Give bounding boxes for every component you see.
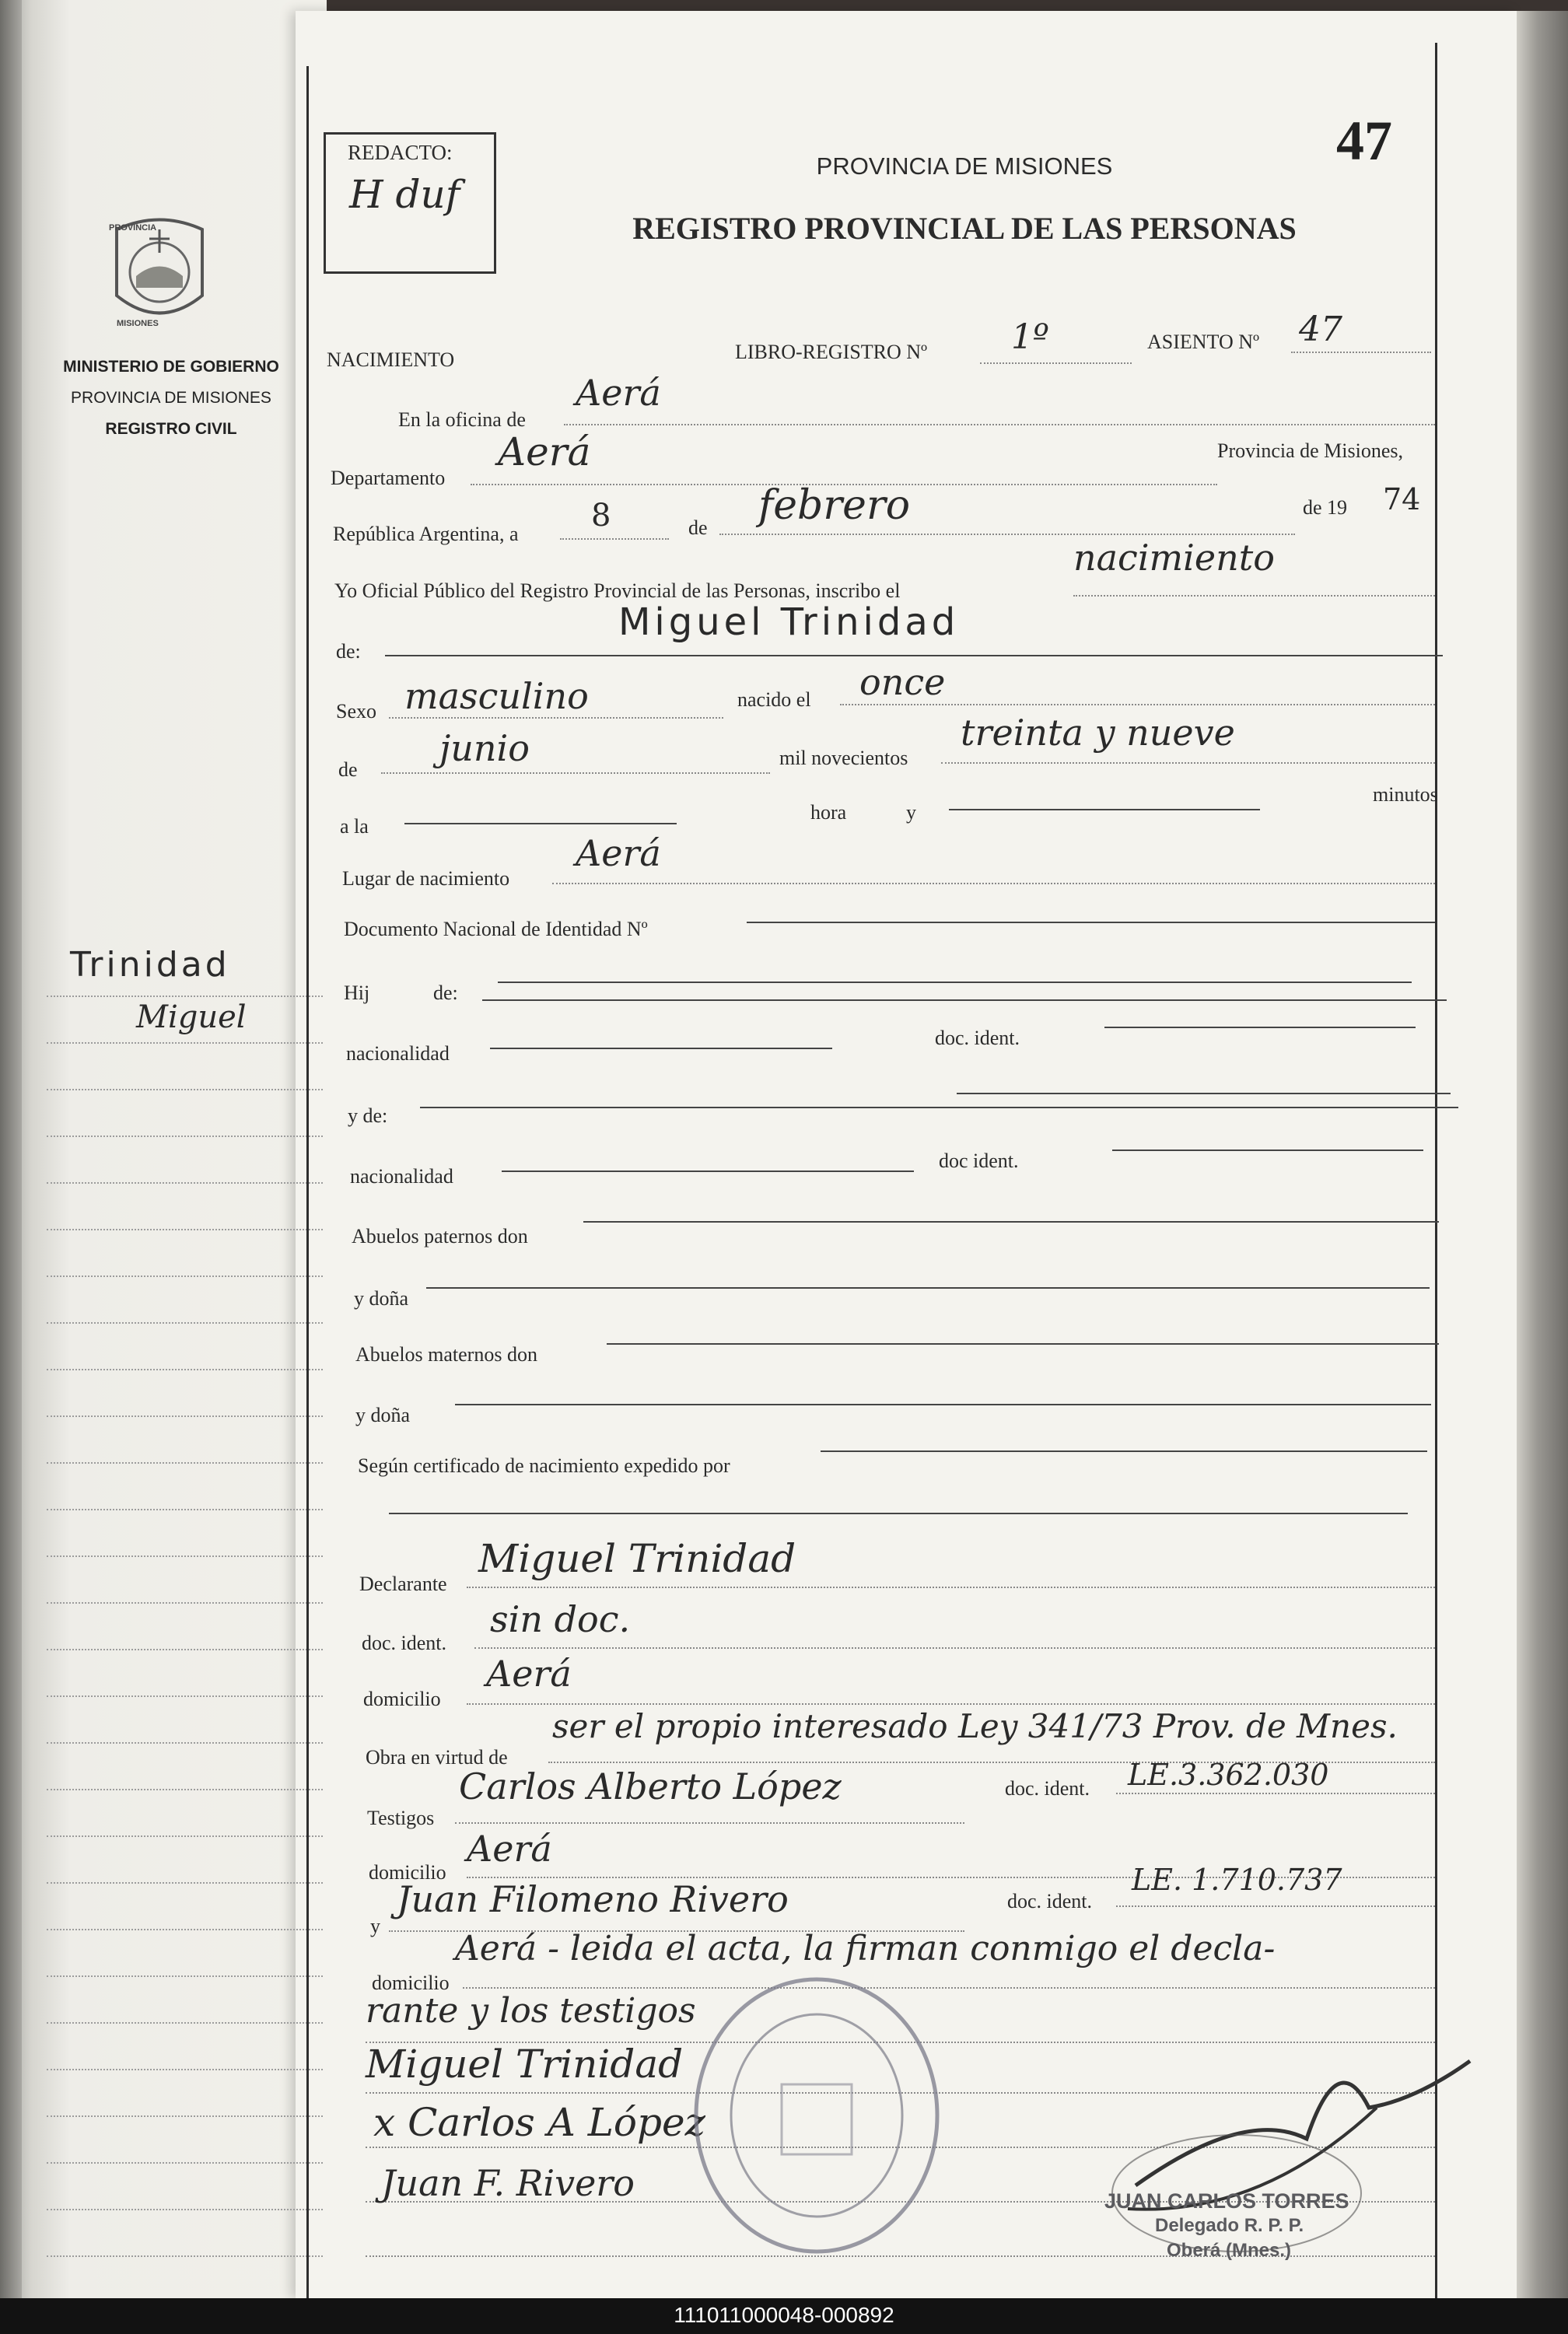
margin-ruled-line (47, 1229, 323, 1230)
departamento-label: Departamento (331, 467, 446, 489)
registry-header: REGISTRO PROVINCIAL DE LAS PERSONAS (632, 211, 1297, 246)
sexo-value: masculino (404, 675, 589, 717)
closing-value: rante y los testigos (366, 1991, 696, 2031)
asiento-label: ASIENTO Nº (1147, 331, 1260, 353)
hijo-de-label: de: (433, 982, 458, 1004)
seal-top-text: PROVINCIA (109, 223, 157, 233)
margin-ruled-line (47, 2209, 323, 2210)
y2-label: y (370, 1915, 380, 1937)
person-line (385, 655, 1443, 656)
margin-ruled-line (47, 1322, 323, 1324)
obra-value: ser el propio interesado Ley 341/73 Prov. de Mnes. (552, 1707, 1398, 1745)
nacionalidad2-label: nacionalidad (350, 1165, 453, 1188)
margin-ruled-line (47, 1555, 323, 1557)
oficial-text: Yo Oficial Público del Registro Provincial de las Personas, inscribo el (334, 579, 901, 602)
margin-ruled-line (47, 2255, 323, 2257)
dni-line (747, 922, 1435, 923)
yde-line-b (957, 1093, 1451, 1094)
day-line (560, 538, 669, 540)
margin-ruled-line (47, 1789, 323, 1790)
document-id: 111011000048-000892 (674, 2303, 894, 2327)
declarante-value: Miguel Trinidad (478, 1536, 796, 1581)
testigo2-doc: LE. 1.710.737 (1132, 1863, 1342, 1897)
testigos-label: Testigos (367, 1807, 435, 1829)
margin-ruled-line (47, 1602, 323, 1604)
ala-label: a la (340, 815, 369, 838)
testigo2-doc-line (1116, 1905, 1435, 1907)
margin-ruled-line (47, 1649, 323, 1650)
departamento-value: Aerá (498, 429, 591, 474)
year-label: de 19 (1303, 496, 1348, 519)
redacto-box (324, 132, 496, 274)
docident-line (1104, 1027, 1416, 1028)
libro-value: 1º (1011, 317, 1049, 357)
testigo1-doc-line (1116, 1793, 1435, 1794)
republica-label: República Argentina, a (333, 523, 519, 545)
month-value: febrero (758, 482, 911, 529)
margin-ruled-line (47, 1742, 323, 1744)
nacido-label: nacido el (737, 688, 811, 711)
segun-line-2 (389, 1513, 1408, 1514)
mes-nac-line (381, 772, 770, 774)
segun-line (821, 1450, 1427, 1452)
person-name: Miguel Trinidad (618, 600, 960, 644)
docident3-label: doc. ident. (362, 1632, 447, 1654)
docident2-label: doc ident. (939, 1150, 1019, 1172)
redacto-label: REDACTO: (348, 141, 453, 164)
testigo2-signature: Juan F. Rivero (381, 2162, 635, 2204)
official-title: Delegado R. P. P. (1155, 2215, 1304, 2236)
asiento-value: 47 (1299, 310, 1342, 349)
declarante-signature: Miguel Trinidad (366, 2042, 684, 2087)
yde-line-a (420, 1107, 1458, 1108)
civil-registry-line: REGISTRO CIVIL (105, 420, 237, 438)
nacionalidad-label: nacionalidad (346, 1042, 450, 1065)
page-stack-edge (1517, 11, 1568, 2298)
sexo-label: Sexo (336, 700, 376, 723)
oficina-line (564, 424, 1435, 425)
testigo1-name: Carlos Alberto López (459, 1765, 842, 1807)
oficial-value: nacimiento (1073, 537, 1275, 579)
testigo1-line (455, 1822, 964, 1824)
ydona-label: y doña (354, 1287, 409, 1310)
docident4-label: doc. ident. (1005, 1777, 1090, 1800)
abuelos-mat-line (607, 1343, 1439, 1345)
libro-label: LIBRO-REGISTRO Nº (735, 341, 928, 363)
oficial-line (1073, 595, 1435, 597)
mil-label: mil novecientos (779, 747, 908, 769)
domicilio3-line (463, 1987, 1435, 1989)
nacimiento-label: NACIMIENTO (327, 348, 455, 371)
docident3-line (474, 1647, 1435, 1649)
margin-ruled-line (47, 1042, 323, 1044)
nacido-line (840, 704, 1435, 705)
hijo-line-a (498, 982, 1412, 983)
sexo-line (389, 717, 723, 719)
declarante-line (467, 1587, 1435, 1588)
nacido-value: once (859, 661, 946, 703)
official-place: Oberá (Mnes.) (1167, 2240, 1292, 2261)
margin-ruled-line (47, 2162, 323, 2164)
province-line: PROVINCIA DE MISIONES (71, 389, 271, 407)
right-margin-rule (1435, 43, 1437, 2298)
margin-ruled-line (47, 2115, 323, 2117)
ministry-line: MINISTERIO DE GOBIERNO (63, 358, 279, 376)
y-label: y (906, 801, 916, 824)
lugar-line (552, 883, 1435, 884)
domicilio3-label: domicilio (372, 1972, 450, 1994)
margin-ruled-line (47, 1835, 323, 1837)
docident-label: doc. ident. (935, 1027, 1020, 1049)
nacionalidad-line (490, 1048, 832, 1049)
month-line (719, 534, 1295, 535)
margin-note-name: Miguel (136, 999, 247, 1035)
province-header: PROVINCIA DE MISIONES (816, 152, 1113, 180)
page-number: 47 (1336, 110, 1392, 172)
lugar-value: Aerá (576, 832, 661, 874)
margin-ruled-line (47, 1882, 323, 1884)
hora-label: hora (810, 801, 847, 824)
margin-ruled-line (47, 1975, 323, 1977)
margin-ruled-line (47, 1275, 323, 1277)
margin-ruled-line (47, 1462, 323, 1464)
de2-label: de (338, 758, 358, 781)
yde-label: y de: (348, 1104, 388, 1127)
docident3-value: sin doc. (490, 1598, 631, 1640)
official-name: JUAN CARLOS TORRES (1104, 2189, 1349, 2213)
margin-ruled-line (47, 996, 323, 997)
provincia-label: Provincia de Misiones, (1217, 439, 1404, 462)
segun-label: Según certificado de nacimiento expedido por (358, 1454, 730, 1477)
oficina-value: Aerá (576, 372, 661, 414)
docident2-line (1112, 1150, 1423, 1151)
anio-nac-value: treinta y nueve (961, 712, 1235, 754)
ydona2-label: y doña (355, 1404, 411, 1426)
domicilio-label: domicilio (363, 1688, 441, 1710)
libro-line (980, 362, 1132, 364)
margin-ruled-line (47, 1369, 323, 1370)
margin-ruled-line (47, 1929, 323, 1930)
margin-ruled-line (47, 1136, 323, 1137)
left-page (0, 0, 327, 2298)
margin-ruled-line (47, 1182, 323, 1184)
left-margin-rule (306, 66, 309, 2298)
hijo-label: Hij (344, 982, 370, 1004)
margin-ruled-line (47, 1509, 323, 1510)
ydona2-line (455, 1404, 1431, 1405)
seal-bottom-text: MISIONES (117, 319, 159, 328)
domicilio3-value: Aerá - leida el acta, la firman conmigo el decla- (455, 1929, 1276, 1968)
nacionalidad2-line (502, 1170, 914, 1172)
margin-ruled-line (47, 1415, 323, 1417)
ala-line (404, 823, 677, 824)
dni-label: Documento Nacional de Identidad Nº (344, 918, 648, 940)
asiento-line (1291, 352, 1431, 353)
domicilio2-value: Aerá (467, 1828, 552, 1870)
abuelos-mat-label: Abuelos maternos don (355, 1343, 537, 1366)
domicilio-value: Aerá (486, 1653, 572, 1695)
de-label: de (688, 516, 708, 539)
registry-round-stamp-icon (684, 1968, 949, 2263)
lugar-label: Lugar de nacimiento (342, 867, 510, 890)
oficina-label: En la oficina de (398, 408, 526, 431)
day-value: 8 (591, 498, 611, 534)
testigo2-name: Juan Filomeno Rivero (397, 1878, 789, 1920)
testigo1-signature: x Carlos A López (373, 2100, 705, 2145)
domicilio2-label: domicilio (369, 1861, 446, 1884)
testigo1-doc: LE.3.362.030 (1128, 1758, 1329, 1792)
minutos-label: minutos (1373, 783, 1438, 806)
docident5-label: doc. ident. (1007, 1890, 1093, 1912)
abuelos-pat-line (583, 1221, 1439, 1223)
ydona-line (426, 1287, 1430, 1289)
margin-ruled-line (47, 2022, 323, 2024)
de-person-label: de: (336, 640, 361, 663)
domicilio-line (467, 1703, 1435, 1705)
redacto-initials: H duf (349, 172, 460, 217)
minutos-line (949, 809, 1260, 810)
anio-nac-line (941, 762, 1435, 764)
obra-label: Obra en virtud de (366, 1746, 508, 1769)
hijo-line-b (482, 999, 1447, 1001)
mes-nac-value: junio (439, 727, 530, 769)
year-value: 74 (1383, 482, 1421, 516)
margin-note-surname: Trinidad (70, 945, 230, 985)
margin-ruled-line (47, 1089, 323, 1090)
declarante-label: Declarante (359, 1573, 447, 1595)
margin-ruled-line (47, 2069, 323, 2070)
margin-ruled-line (47, 1695, 323, 1697)
book-spine-edge (0, 0, 22, 2298)
abuelos-pat-label: Abuelos paternos don (352, 1225, 528, 1247)
